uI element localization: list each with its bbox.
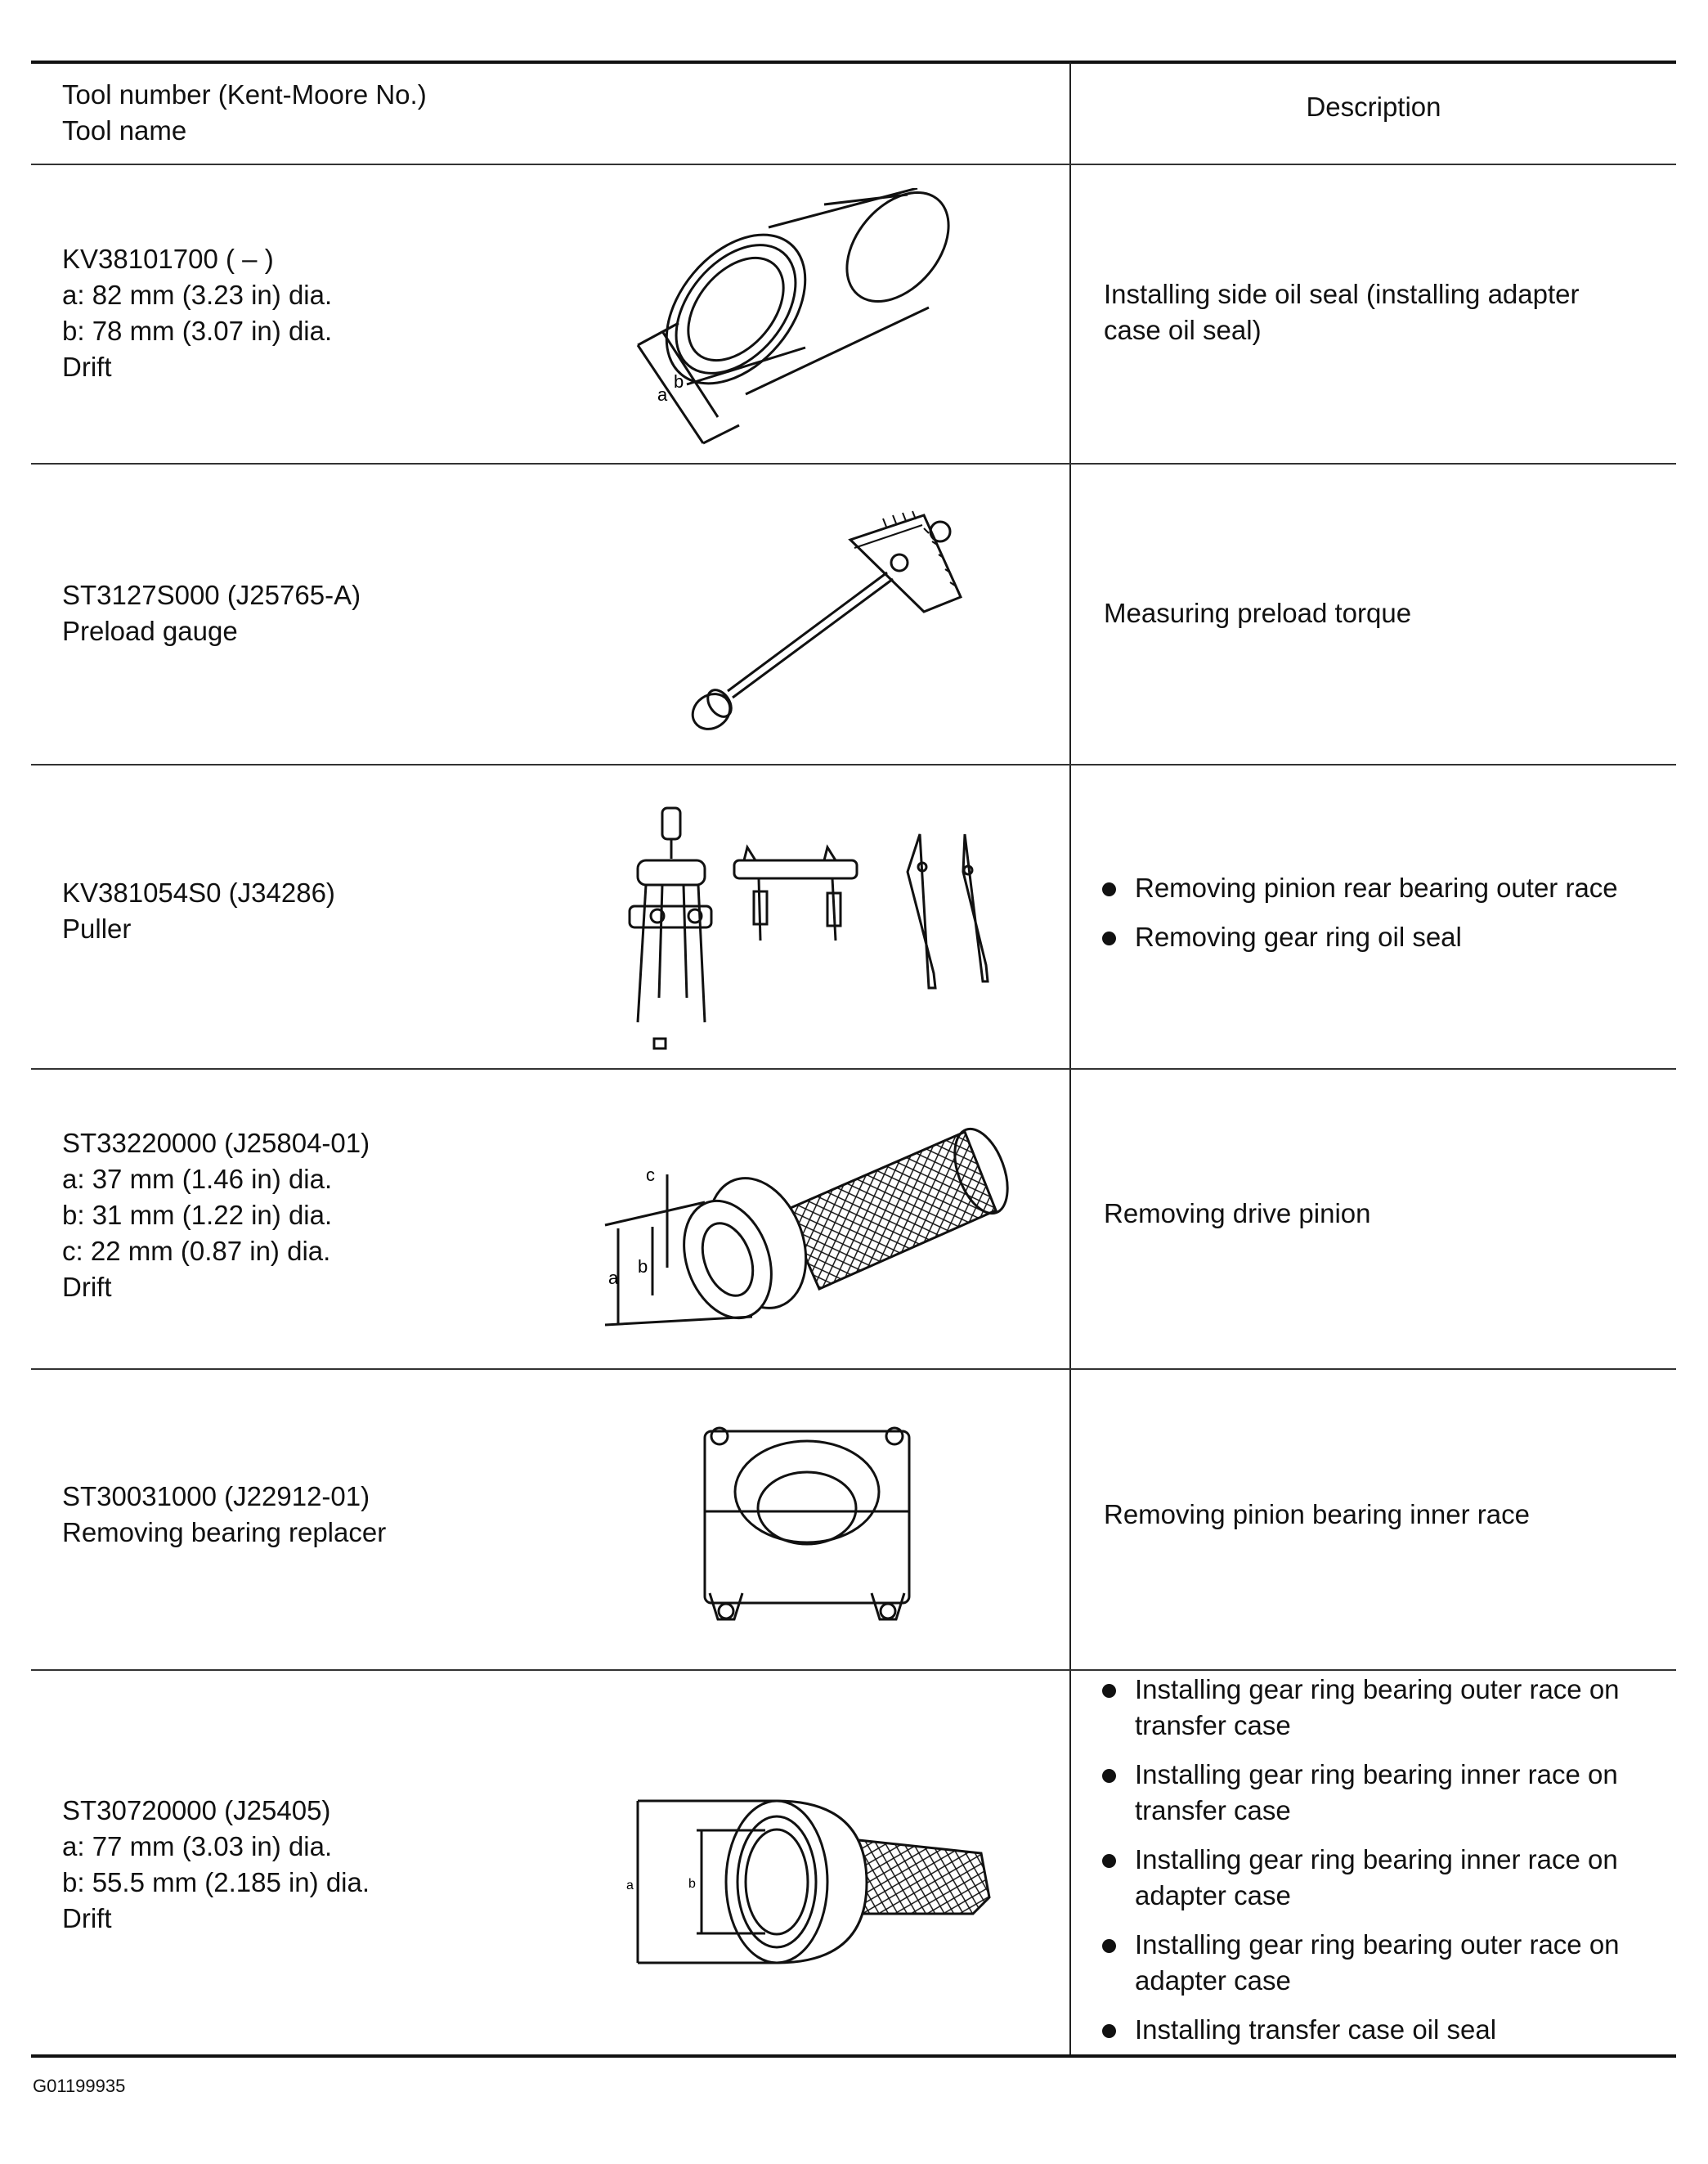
tool-number: KV381054S0 (J34286) [62,878,335,908]
tool-spec-b: b: 31 mm (1.22 in) dia. [62,1200,333,1230]
dim-label-b: b [688,1877,696,1891]
description-bullet [1102,1672,1620,1744]
tool-spec-a: a: 77 mm (3.03 in) dia. [62,1831,333,1861]
column-divider [1069,62,1071,2056]
table-row-1-description [1104,276,1580,348]
dim-label-b: b [638,1256,648,1277]
tool-name: Removing bearing replacer [62,1517,387,1547]
tool-number: ST30720000 (J25405) [62,1795,331,1825]
bullet-text: adapter case [1135,1880,1291,1910]
knurled-drift-icon [597,1120,1022,1341]
tool-name: Drift [62,1903,112,1933]
table-top-rule [31,61,1676,64]
puller-icon [613,801,1006,1055]
bullet-text: Installing gear ring bearing outer race on [1135,1929,1620,1960]
tool-name: Puller [62,914,132,944]
header-description: Description [1306,92,1441,122]
bullet-text: Installing gear ring bearing inner race on [1135,1844,1618,1874]
table-row-3-description [1102,870,1618,968]
tool-spec-a: a: 37 mm (1.46 in) dia. [62,1164,333,1194]
tool-number: ST3127S000 (J25765-A) [62,580,361,610]
preload-gauge-icon [679,507,973,744]
tool-name: Drift [62,1272,112,1302]
bearing-replacer-icon [695,1415,924,1636]
table-row-4-description [1104,1196,1371,1232]
row-divider [31,1068,1676,1070]
table-row-4-tool [62,1125,370,1305]
bullet-text: Installing transfer case oil seal [1135,2014,1497,2045]
dim-label-c: c [646,1165,655,1185]
row-divider [31,1669,1676,1671]
table-row-5-description [1104,1497,1530,1533]
tool-number: ST33220000 (J25804-01) [62,1128,370,1158]
bullet-icon [1102,1769,1116,1783]
dim-label-b: b [674,371,684,392]
description-line: Measuring preload torque [1104,598,1412,628]
header-divider [31,164,1676,165]
bullet-icon [1102,2024,1116,2038]
bullet-icon [1102,882,1116,896]
table-row-2-description [1104,595,1411,631]
description-bullet [1102,1927,1620,1999]
bullet-text: Installing gear ring bearing inner race on [1135,1759,1618,1789]
bullet-text: Removing gear ring oil seal [1135,922,1462,952]
description-bullet [1102,2012,1620,2048]
dim-label-a: a [626,1879,634,1892]
description-bullet [1102,1842,1620,1914]
description-bullet [1102,919,1618,955]
description-bullet [1102,870,1618,906]
header-tool-column [62,77,427,149]
bullet-text: transfer case [1135,1710,1291,1740]
tool-name: Drift [62,352,112,382]
dim-label-a: a [608,1268,619,1288]
figure-id: G01199935 [33,2076,126,2096]
drift-sleeve-icon [630,188,973,450]
description-line: Removing drive pinion [1104,1198,1371,1228]
bullet-icon [1102,1939,1116,1953]
stepped-drift-icon [621,1791,1006,1987]
bullet-text: adapter case [1135,1965,1291,1996]
bullet-text: Installing gear ring bearing outer race on [1135,1674,1620,1704]
bullet-text: Removing pinion rear bearing outer race [1135,873,1618,903]
table-row-6-description [1102,1672,1620,2048]
row-divider [31,463,1676,465]
tool-name: Preload gauge [62,616,238,646]
table-row-5-tool [62,1479,386,1551]
description-line: Removing pinion bearing inner race [1104,1499,1530,1529]
description-bullet [1102,1757,1620,1829]
tool-spec-b: b: 55.5 mm (2.185 in) dia. [62,1867,370,1897]
header-tool-number: Tool number (Kent-Moore No.) [62,79,427,110]
header-tool-name: Tool name [62,115,187,146]
table-bottom-rule [31,2054,1676,2058]
table-row-1-tool [62,241,332,385]
table-row-6-tool [62,1793,370,1937]
bullet-icon [1102,932,1116,945]
tool-number: KV38101700 ( – ) [62,244,274,274]
tool-spec-a: a: 82 mm (3.23 in) dia. [62,280,333,310]
bullet-icon [1102,1684,1116,1698]
row-divider [31,764,1676,765]
tool-spec-c: c: 22 mm (0.87 in) dia. [62,1236,331,1266]
tool-spec-b: b: 78 mm (3.07 in) dia. [62,316,333,346]
tool-number: ST30031000 (J22912-01) [62,1481,370,1511]
description-line: case oil seal) [1104,315,1262,345]
bullet-text: transfer case [1135,1795,1291,1825]
table-row-3-tool [62,875,335,947]
dim-label-a: a [657,384,668,405]
bullet-icon [1102,1854,1116,1868]
table-row-2-tool [62,577,361,649]
description-line: Installing side oil seal (installing adapter [1104,279,1580,309]
row-divider [31,1368,1676,1370]
